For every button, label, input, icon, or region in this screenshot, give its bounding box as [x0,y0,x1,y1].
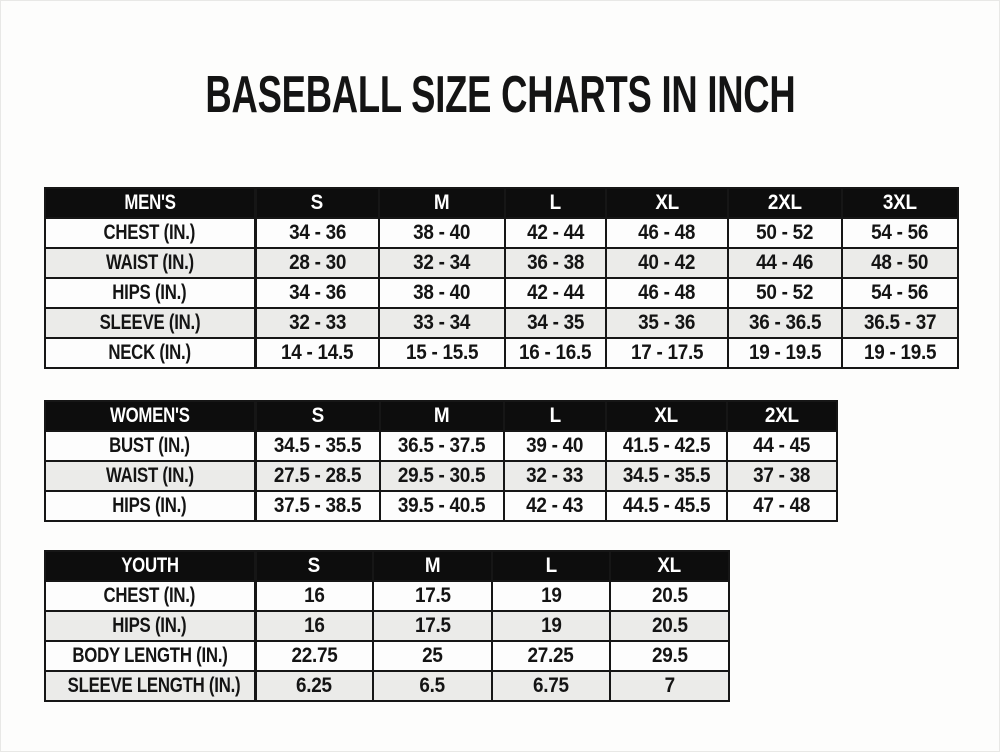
size-value-cell-text: 54 - 56 [871,221,929,244]
table-row [45,431,837,461]
size-header-cell [842,188,958,218]
row-label-cell-text: HIPS (IN.) [112,494,187,517]
size-value-cell-text: 38 - 40 [413,281,471,304]
size-header-cell [504,401,606,431]
size-value-cell [504,461,606,491]
size-value-cell [728,308,842,338]
row-label-cell-text: CHEST (IN.) [103,221,196,244]
size-header-cell-text: XL [655,191,679,214]
size-value-cell [373,611,492,641]
size-header-cell-text: S [311,191,324,214]
size-value-cell [606,461,727,491]
size-value-cell [727,461,837,491]
size-value-cell-text: 46 - 48 [638,221,696,244]
size-header-cell [255,188,379,218]
size-header-cell-text: M [434,191,450,214]
table-row [45,641,729,671]
row-label-cell [45,218,255,248]
size-header-cell [727,401,837,431]
row-label-cell-text: HIPS (IN.) [112,614,187,637]
size-value-cell-text: 34 - 35 [527,311,584,334]
size-value-cell-text: 50 - 52 [756,221,814,244]
size-value-cell-text: 36.5 - 37.5 [398,434,486,457]
size-value-cell [492,671,610,701]
table-title-cell-text: WOMEN'S [109,404,190,427]
size-value-cell-text: 25 [422,644,443,667]
size-value-cell [728,338,842,368]
womens-size-table [44,400,838,522]
size-header-cell [255,401,380,431]
size-value-cell [492,641,610,671]
size-value-cell [255,671,373,701]
youth-size-table [44,550,730,702]
size-header-cell-text: 2XL [765,404,799,427]
size-value-cell [255,641,373,671]
size-header-cell-text: XL [657,554,682,577]
size-value-cell-text: 41.5 - 42.5 [622,434,711,457]
size-value-cell-text: 42 - 43 [526,494,584,517]
table-row [45,611,729,641]
size-value-cell-text: 40 - 42 [638,251,696,274]
row-label-cell-text: BODY LENGTH (IN.) [72,644,228,667]
size-value-cell [255,338,379,368]
mens-size-table [44,187,959,369]
table-row [45,218,958,248]
size-value-cell [606,248,728,278]
row-label-cell [45,611,255,641]
size-value-cell [255,491,380,521]
size-value-cell [606,218,728,248]
size-value-cell-text: 19 - 19.5 [748,341,822,364]
size-value-cell [505,338,606,368]
size-value-cell-text: 54 - 56 [871,281,929,304]
size-value-cell [610,671,729,701]
size-value-cell-text: 36 - 38 [527,251,584,274]
size-value-cell-text: 20.5 [651,614,688,637]
size-value-cell-text: 44 - 45 [753,434,811,457]
size-value-cell-text: 35 - 36 [638,311,696,334]
size-value-cell [255,611,373,641]
size-header-cell [492,551,610,581]
size-value-cell [255,278,379,308]
table-title-cell [45,551,255,581]
size-value-cell [492,611,610,641]
size-value-cell [728,218,842,248]
row-label-cell-text: HIPS (IN.) [112,281,187,304]
size-value-cell [255,461,380,491]
size-value-cell [255,581,373,611]
size-value-cell [379,218,505,248]
size-header-cell-text: S [311,404,324,427]
size-header-cell-text: 2XL [768,191,802,214]
size-value-cell-text: 33 - 34 [413,311,471,334]
header-row [45,551,729,581]
header-row [45,188,958,218]
size-value-cell-text: 16 [303,614,325,637]
size-header-cell-text: XL [654,404,679,427]
row-label-cell-text: SLEEVE LENGTH (IN.) [67,674,241,697]
size-value-cell [606,338,728,368]
row-label-cell [45,491,255,521]
row-label-cell-text: NECK (IN.) [108,341,192,364]
size-value-cell-text: 38 - 40 [413,221,471,244]
size-value-cell-text: 32 - 33 [526,464,584,487]
size-value-cell-text: 32 - 34 [413,251,471,274]
size-header-cell-text: L [545,554,557,577]
row-label-cell-text: WAIST (IN.) [105,251,194,274]
size-value-cell-text: 22.75 [291,644,338,667]
size-value-cell-text: 15 - 15.5 [405,341,479,364]
row-label-cell-text: CHEST (IN.) [103,584,196,607]
size-header-cell [380,401,504,431]
size-value-cell-text: 17 - 17.5 [630,341,704,364]
table-title-cell-text: MEN'S [124,191,176,214]
size-header-cell [505,188,606,218]
table-row [45,338,958,368]
size-value-cell-text: 37.5 - 38.5 [274,494,362,517]
table-title-cell-text: YOUTH [120,554,179,577]
size-header-cell-text: 3XL [883,191,917,214]
size-header-cell-text: M [434,404,450,427]
row-label-cell [45,338,255,368]
size-value-cell-text: 36 - 36.5 [748,311,822,334]
size-header-cell-text: L [549,191,562,214]
size-value-cell [842,308,958,338]
size-value-cell [380,431,504,461]
size-value-cell [727,491,837,521]
size-value-cell-text: 36.5 - 37 [863,311,937,334]
size-value-cell-text: 17.5 [414,614,451,637]
size-value-cell-text: 34.5 - 35.5 [274,434,362,457]
size-value-cell-text: 28 - 30 [288,251,346,274]
size-value-cell [255,431,380,461]
size-header-cell-text: S [308,554,321,577]
row-label-cell [45,461,255,491]
size-value-cell [505,308,606,338]
size-value-cell-text: 7 [664,674,675,697]
table-title-cell [45,188,255,218]
size-value-cell [728,248,842,278]
table-row [45,308,958,338]
size-value-cell-text: 48 - 50 [871,251,929,274]
size-value-cell-text: 27.25 [528,644,574,667]
table-row [45,278,958,308]
size-value-cell-text: 37 - 38 [753,464,811,487]
size-value-cell [610,641,729,671]
row-label-cell [45,278,255,308]
size-value-cell [373,671,492,701]
row-label-cell-text: WAIST (IN.) [105,464,194,487]
size-value-cell-text: 19 - 19.5 [863,341,937,364]
size-value-cell-text: 14 - 14.5 [281,341,354,364]
size-value-cell-text: 27.5 - 28.5 [274,464,362,487]
size-value-cell [728,278,842,308]
size-value-cell-text: 46 - 48 [638,281,696,304]
size-value-cell [727,431,837,461]
table-row [45,581,729,611]
row-label-cell-text: BUST (IN.) [109,434,191,457]
size-value-cell-text: 29.5 - 30.5 [398,464,486,487]
size-value-cell-text: 6.75 [533,674,569,697]
page-title-text: BASEBALL SIZE CHARTS IN INCH [204,66,796,124]
size-value-cell-text: 29.5 [651,644,688,667]
size-header-cell [606,188,728,218]
size-value-cell [606,278,728,308]
size-value-cell-text: 39 - 40 [526,434,584,457]
size-value-cell [380,461,504,491]
table-row [45,248,958,278]
size-header-cell [610,551,729,581]
size-value-cell [842,248,958,278]
size-value-cell-text: 20.5 [651,584,688,607]
size-value-cell-text: 34 - 36 [288,221,346,244]
size-value-cell [255,218,379,248]
size-header-cell [255,551,373,581]
size-value-cell-text: 39.5 - 40.5 [398,494,486,517]
size-value-cell-text: 44.5 - 45.5 [622,494,711,517]
size-header-cell [373,551,492,581]
size-value-cell-text: 32 - 33 [288,311,346,334]
size-value-cell [379,248,505,278]
size-value-cell [505,248,606,278]
size-value-cell [373,581,492,611]
size-value-cell [505,278,606,308]
size-value-cell [842,278,958,308]
row-label-cell [45,581,255,611]
size-value-cell [380,491,504,521]
size-value-cell-text: 42 - 44 [527,221,584,244]
size-header-cell-text: M [424,554,441,577]
size-value-cell [255,308,379,338]
page-title [0,66,1000,124]
size-value-cell [379,338,505,368]
size-value-cell-text: 16 [303,584,325,607]
size-value-cell [505,218,606,248]
size-header-cell [606,401,727,431]
size-value-cell [606,431,727,461]
size-value-cell [504,431,606,461]
row-label-cell [45,641,255,671]
size-value-cell [255,248,379,278]
table-row [45,461,837,491]
row-label-cell-text: SLEEVE (IN.) [99,311,201,334]
row-label-cell [45,308,255,338]
size-value-cell [504,491,606,521]
size-value-cell-text: 6.25 [296,674,333,697]
size-value-cell-text: 34 - 36 [288,281,346,304]
table-row [45,491,837,521]
size-value-cell [379,278,505,308]
size-header-cell [728,188,842,218]
size-value-cell [606,491,727,521]
size-value-cell-text: 50 - 52 [756,281,814,304]
size-value-cell-text: 17.5 [414,584,451,607]
size-header-cell-text: L [549,404,561,427]
size-value-cell-text: 44 - 46 [756,251,814,274]
table-title-cell [45,401,255,431]
size-value-cell [379,308,505,338]
size-value-cell-text: 6.5 [419,674,446,697]
size-value-cell-text: 19 [540,584,562,607]
size-value-cell-text: 16 - 16.5 [519,341,592,364]
size-value-cell-text: 42 - 44 [527,281,584,304]
size-value-cell-text: 19 [540,614,562,637]
size-value-cell-text: 47 - 48 [753,494,811,517]
row-label-cell [45,431,255,461]
size-value-cell [492,581,610,611]
size-value-cell [842,218,958,248]
size-value-cell-text: 34.5 - 35.5 [622,464,711,487]
size-value-cell [606,308,728,338]
size-value-cell [610,581,729,611]
size-value-cell [610,611,729,641]
header-row [45,401,837,431]
table-row [45,671,729,701]
row-label-cell [45,671,255,701]
row-label-cell [45,248,255,278]
size-header-cell [379,188,505,218]
size-value-cell [373,641,492,671]
size-value-cell [842,338,958,368]
